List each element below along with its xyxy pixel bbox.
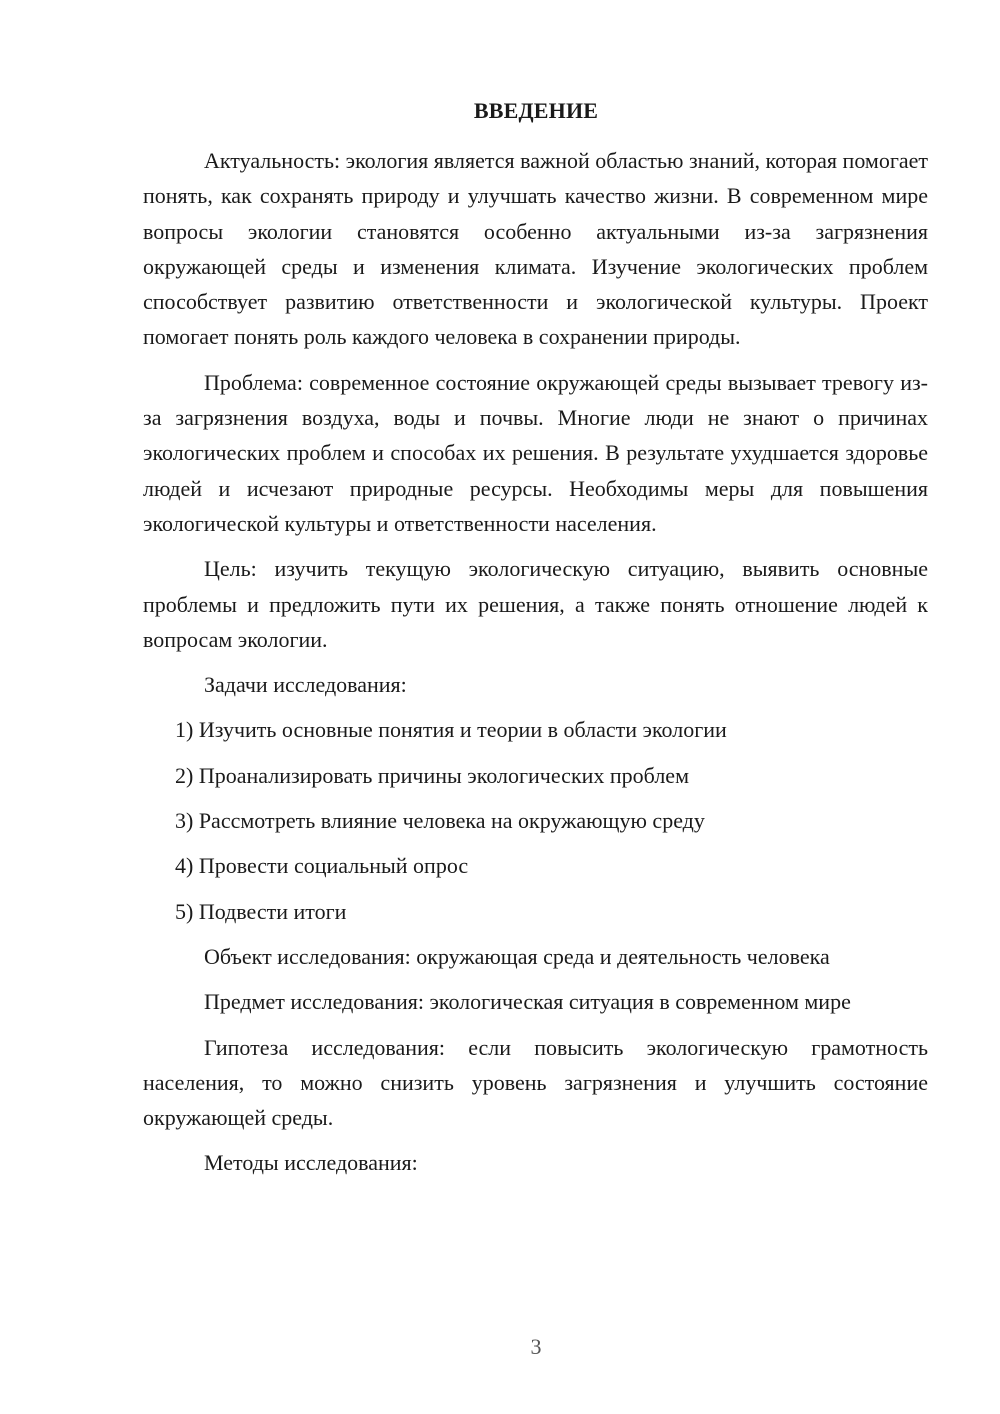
paragraph-subject: Предмет исследования: экологическая ситуация в современном мире [204,989,851,1015]
paragraph-relevance: Актуальность: экология является важной областью знаний, которая помогает понять, как сохранять природу и улучшать качество жизни. В современном мире вопросы экологии становятся особенно актуальными из-за загрязнения окружающей среды и изменения климата. Изучение экологических проблем способствует развитию ответственности и экологической культуры. Проект помогает понять роль каждого человека в сохранении природы. [143,148,928,350]
paragraph-problem: Проблема: современное состояние окружающей среды вызывает тревогу из-за загрязнения воздуха, воды и почвы. Многие люди не знают о причинах экологических проблем и способах их решения. В результате ухудшается здоровье людей и исчезают природные ресурсы. Необходимы меры для повышения экологической культуры и ответственности населения. [143,369,928,536]
list-item: 2) Проанализировать причины экологических проблем [175,762,689,788]
list-item: 3) Рассмотреть влияние человека на окружающую среду [175,808,705,834]
page-title: ВВЕДЕНИЕ [473,98,599,123]
methods-heading: Методы исследования: [204,1150,418,1176]
tasks-heading: Задачи исследования: [204,672,407,698]
paragraph-goal: Цель: изучить текущую экологическую ситуацию, выявить основные проблемы и предложить пути их решения, а также понять отношение людей к вопросам экологии. [143,556,928,652]
page-number: 3 [530,1334,542,1359]
list-item: 1) Изучить основные понятия и теории в области экологии [175,717,727,743]
list-item: 4) Провести социальный опрос [175,853,469,879]
paragraph-object: Объект исследования: окружающая среда и деятельность человека [204,943,830,969]
list-item: 5) Подвести итоги [175,898,347,924]
paragraph-hypothesis: Гипотеза исследования: если повысить экологическую грамотность населения, то можно снизить уровень загрязнения и улучшить состояние окружающей среды. [143,1034,928,1131]
document-body [143,143,928,1181]
tasks-list [143,712,928,928]
